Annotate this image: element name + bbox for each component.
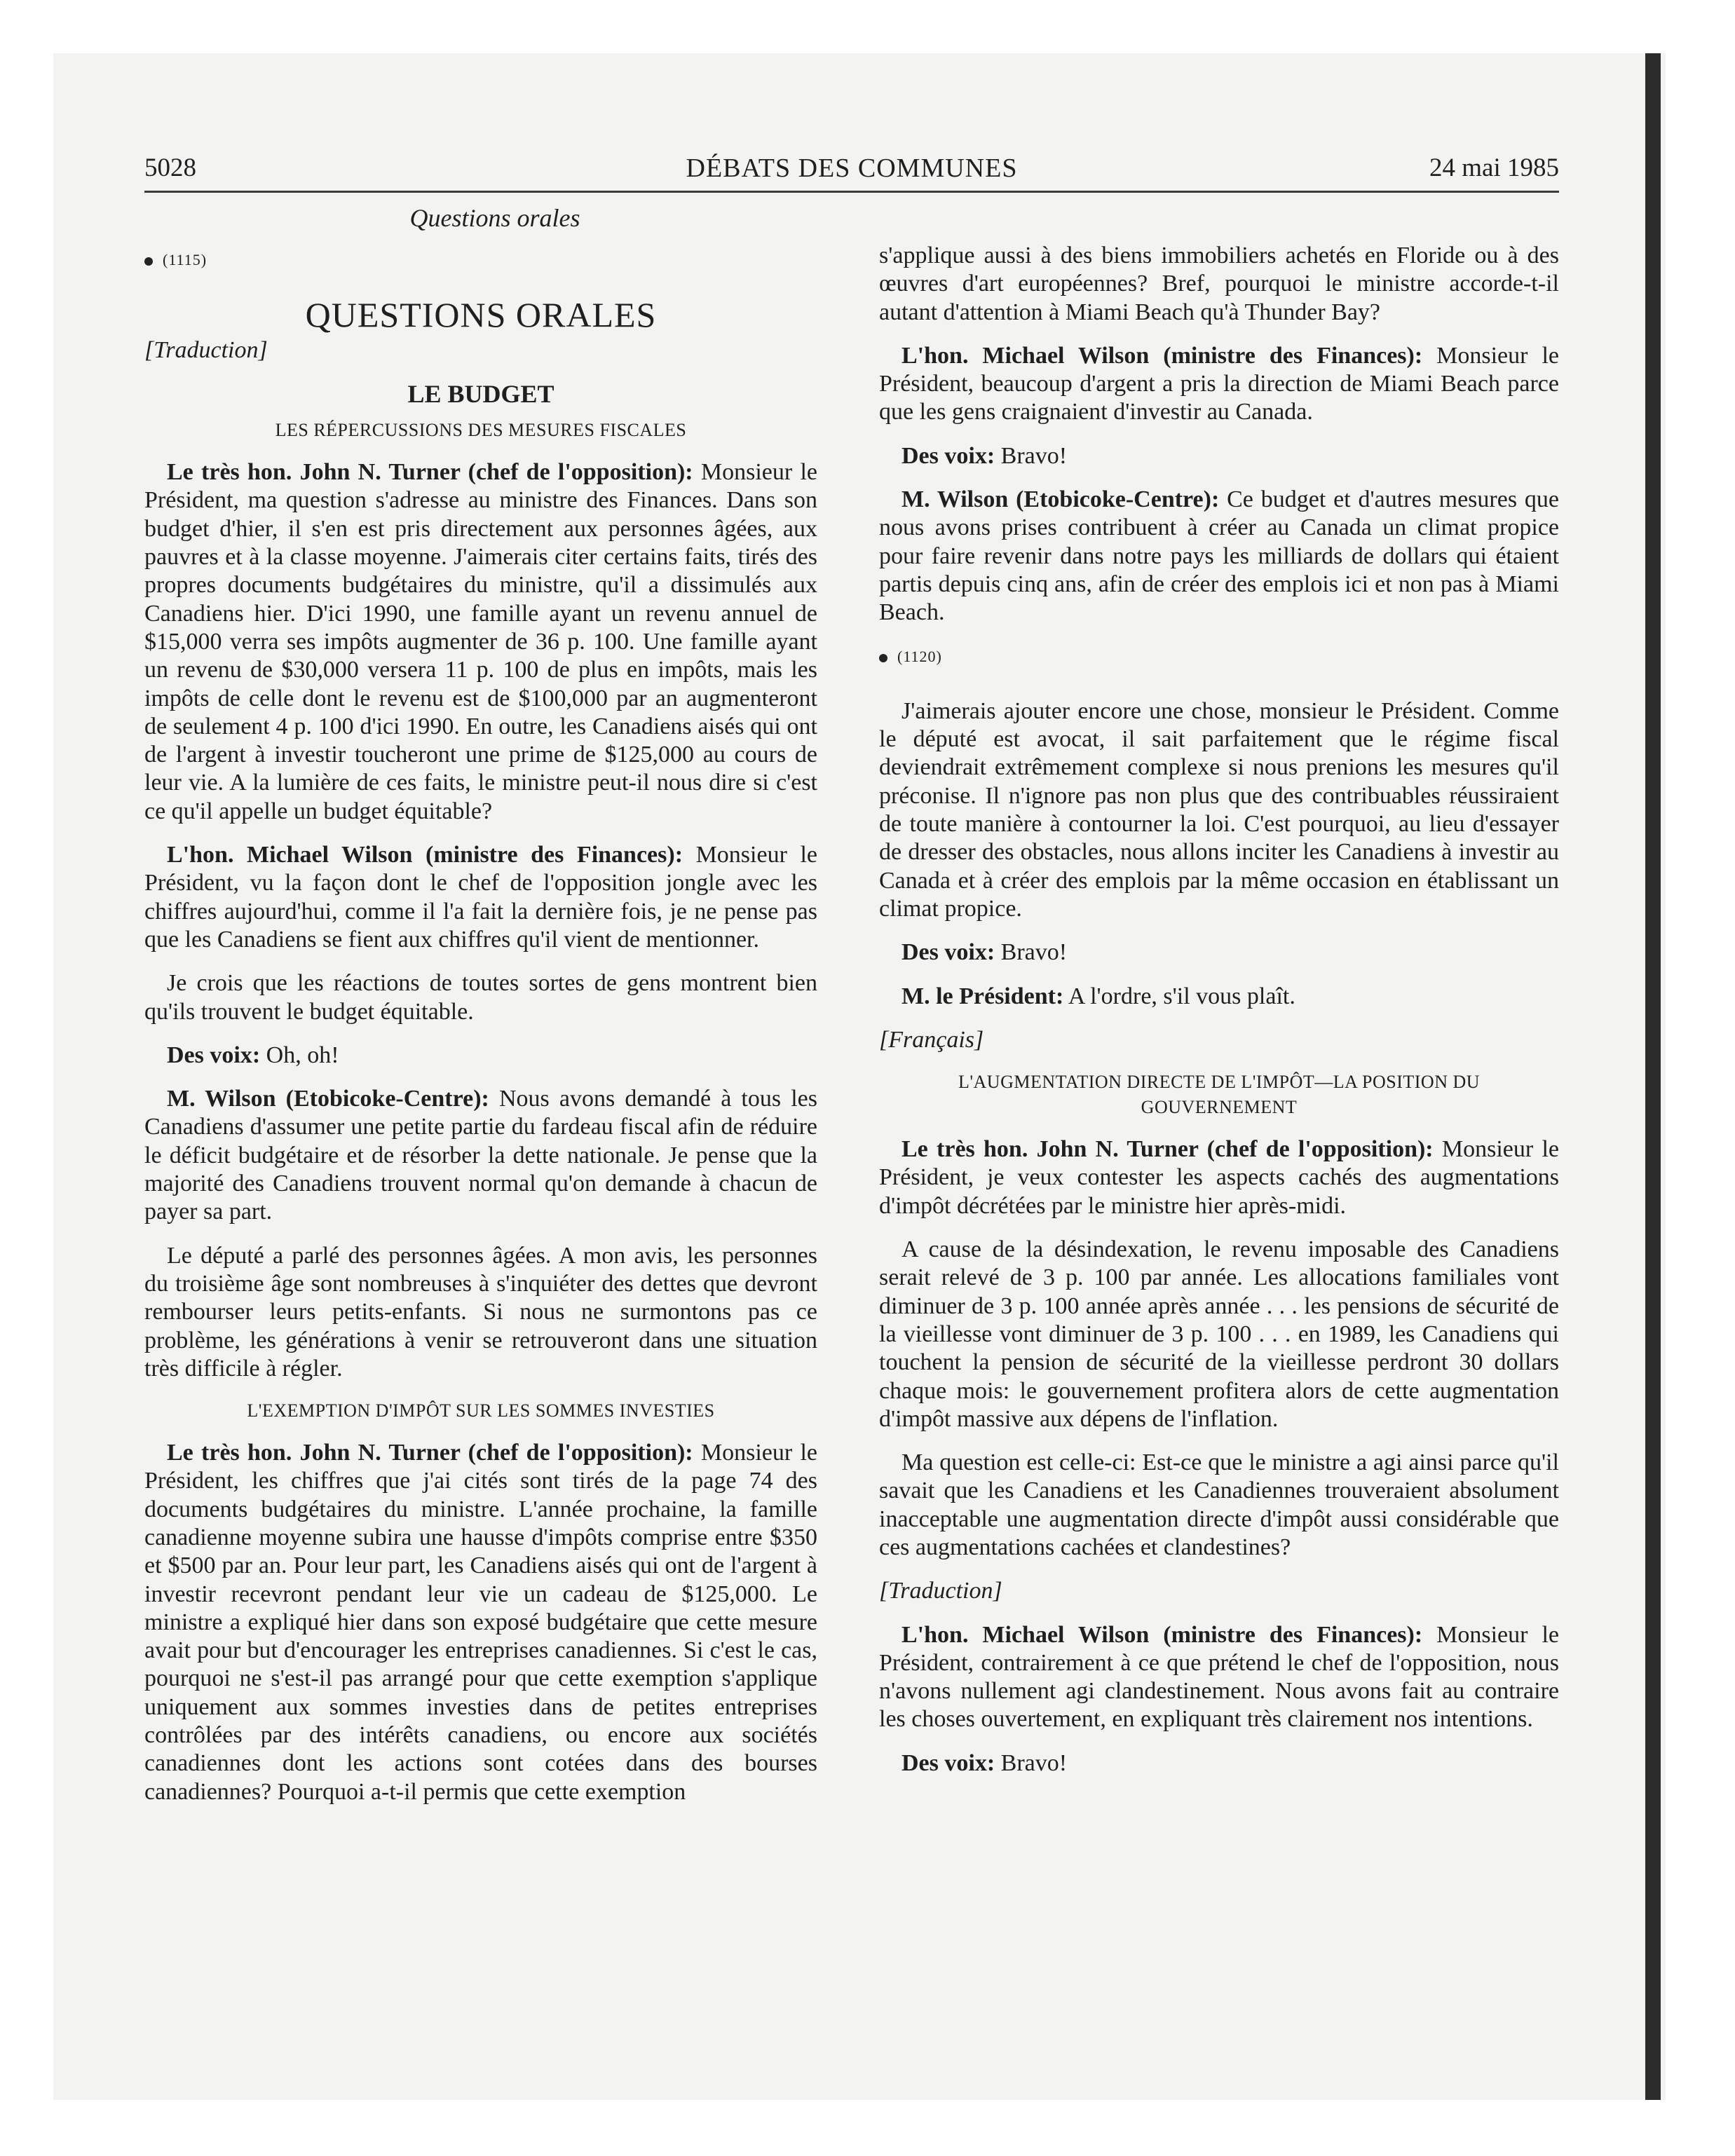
speech: Bravo! — [995, 939, 1068, 966]
speech: Bravo! — [995, 1749, 1068, 1776]
paragraph — [879, 1621, 1559, 1734]
language-note: [Traduction] — [879, 1578, 1002, 1604]
speech: Monsieur le Président, les chiffres que j'ai cités sont tirés de la page 74 des documents budgétaires du ministre. L'année prochaine, la famille canadienne moyenne subira une hausse d'impôts comprise entre $350 et $500 par an. Pour leur part, les Canadiens aisés qui ont de l'argent à investir recevront pendant leur vie un cadeau de $125,000. Le ministre a expliqué hier dans son exposé budgétaire que cette mesure avait pour but d'encourager les entreprises canadiennes. Si c'est le cas, pourquoi ne s'est-il pas arrangé pour que cette exemption s'applique uniquement aux sommes investies dans de petites entreprises contrôlées par des intérêts canadiens, ou encore aux sociétés canadiennes dont les actions sont cotées dans des bourses canadiennes? Pourquoi a-t-il permis que cette exemption — [144, 1440, 817, 1805]
scan-edge — [1645, 53, 1661, 2100]
paragraph — [879, 342, 1559, 427]
speech: Monsieur le Président, contrairement à ce que prétend le chef de l'opposition, nous n'avons nullement agi clandestinement. Nous avons fait au contraire les choses ouvertement, en expliquant très clairement nos intentions. — [879, 1621, 1559, 1733]
speech: A l'ordre, s'il vous plaît. — [1063, 983, 1295, 1009]
topic-heading: L'EXEMPTION D'IMPÔT SUR LES SOMMES INVESTIES — [247, 1400, 715, 1421]
speaker: Des voix: — [901, 939, 995, 966]
speaker: L'hon. Michael Wilson (ministre des Finances): — [901, 342, 1423, 369]
speaker: M. Wilson (Etobicoke-Centre): — [167, 1086, 489, 1112]
topic-heading: LES RÉPERCUSSIONS DES MESURES FISCALES — [275, 420, 687, 441]
right-column — [879, 242, 1559, 1793]
speech: Ce budget et d'autres mesures que nous avons prises contribuent à créer au Canada un climat propice pour faire revenir dans notre pays les milliards de dollars qui étaient partis depuis cinq ans, afin de créer des emplois ici et non pas à Miami Beach. — [879, 486, 1559, 626]
page-header — [144, 150, 1559, 193]
language-note: [Français] — [879, 1026, 984, 1053]
subject-heading: LE BUDGET — [407, 379, 554, 408]
speaker: Le très hon. John N. Turner (chef de l'opposition): — [167, 459, 693, 486]
speech: Monsieur le Président, je veux contester les aspects cachés des augmentations d'impôt décrétées par le ministre hier après-midi. — [879, 1136, 1559, 1219]
paragraph — [879, 1749, 1559, 1778]
bullet-icon — [879, 654, 887, 662]
paragraph: Le député a parlé des personnes âgées. A mon avis, les personnes du troisième âge sont nombreuses à s'inquiéter des dettes que devront rembourser leurs petits-enfants. Si nous ne surmontons pas ce problème, les générations à venir se retrouveront dans une situation très difficile à régler. — [144, 1242, 817, 1381]
paragraph — [144, 1085, 817, 1226]
language-note: [Traduction] — [144, 336, 268, 363]
paragraph — [144, 1439, 817, 1806]
paragraph — [879, 486, 1559, 627]
running-head: Questions orales — [409, 204, 580, 232]
paragraph — [879, 442, 1559, 470]
time-marker-text: (1115) — [163, 251, 207, 268]
speaker: Des voix: — [167, 1042, 261, 1068]
paragraph — [144, 458, 817, 826]
speaker: Le très hon. John N. Turner (chef de l'opposition): — [167, 1440, 693, 1466]
issue-date: 24 mai 1985 — [1429, 153, 1559, 182]
speech: Monsieur le Président, ma question s'adresse au ministre des Finances. Dans son budget d'hier, il s'en est pris directement aux personnes âgées, aux pauvres et à la classe moyenne. J'aimerais citer certains faits, tirés des propres documents budgétaires du ministre, qu'il a dissimulés aux Canadiens hier. D'ici 1990, une famille ayant un revenu annuel de $15,000 verra ses impôts augmenter de 36 p. 100. Une famille ayant un revenu de $30,000 versera 11 p. 100 de plus en impôts, mais les impôts de celle dont le revenu est de $100,000 par an augmenteront de seulement 4 p. 100 d'ici 1990. En outre, les Canadiens aisés qui ont de l'argent à investir toucheront une prime de $125,000 au cours de leur vie. A la lumière de ces faits, le ministre peut-il nous dire si c'est ce qu'il appelle un budget équitable? — [144, 459, 817, 824]
topic-heading: L'AUGMENTATION DIRECTE DE L'IMPÔT—LA POSITION DU GOUVERNEMENT — [958, 1072, 1481, 1118]
time-marker-text: (1120) — [897, 647, 942, 665]
paragraph: Ma question est celle-ci: Est-ce que le ministre a agi ainsi parce qu'il savait que les Canadiens et les Canadiennes trouveraient absolument inacceptable une augmentation directe d'impôt aussi considérable que ces augmentations cachées et clandestines? — [879, 1449, 1559, 1560]
speech: Monsieur le Président, beaucoup d'argent a pris la direction de Miami Beach parce que les gens craignaient d'investir au Canada. — [879, 342, 1559, 425]
speech: Bravo! — [995, 442, 1068, 469]
speech: Nous avons demandé à tous les Canadiens d'assumer une petite partie du fardeau fiscal afin de réduire le déficit budgétaire et de résorber la dette nationale. Je pense que la majorité des Canadiens trouvent normal qu'on demande à chacun de payer sa part. — [144, 1086, 817, 1225]
time-marker — [144, 246, 817, 274]
paragraph: Je crois que les réactions de toutes sortes de gens montrent bien qu'ils trouvent le budget équitable. — [144, 970, 817, 1025]
paragraph: J'aimerais ajouter encore une chose, monsieur le Président. Comme le député est avocat, il sait parfaitement que le régime fiscal deviendrait extrêmement complexe si nous prenions les mesures qu'il préconise. Il n'ignore pas non plus que des contribuables réussiraient de toute manière à contourner la loi. C'est pourquoi, au lieu d'essayer de dresser des obstacles, nous allons inciter les Canadiens à investir au Canada et à créer des emplois par la même occasion en établissant un climat propice. — [879, 697, 1559, 922]
paragraph: A cause de la désindexation, le revenu imposable des Canadiens serait relevé de 3 p. 100 par année. Les allocations familiales vont diminuer de 3 p. 100 année après année . . . les pensions de sécurité de la vieillesse vont diminuer de 3 p. 100 . . . en 1989, les Canadiens qui touchent la pension de sécurité de la vieillesse perdront 30 dollars chaque mois: le gouvernement profitera alors de cette augmentation d'impôt massive aux dépens de l'inflation. — [879, 1236, 1559, 1432]
paragraph — [879, 939, 1559, 967]
speaker: M. le Président: — [901, 983, 1064, 1009]
time-marker — [879, 643, 1559, 671]
speaker: L'hon. Michael Wilson (ministre des Finances): — [167, 842, 683, 868]
speaker: Des voix: — [901, 442, 995, 469]
paragraph — [144, 841, 817, 954]
speech: Oh, oh! — [260, 1042, 339, 1068]
left-column — [144, 242, 817, 1822]
speaker: M. Wilson (Etobicoke-Centre): — [901, 486, 1220, 513]
paragraph — [879, 983, 1559, 1011]
paragraph — [144, 1042, 817, 1070]
page-number: 5028 — [144, 153, 196, 182]
bullet-icon — [144, 257, 153, 266]
speech: Monsieur le Président, vu la façon dont le chef de l'opposition jongle avec les chiffres aujourd'hui, comme il l'a fait la dernière fois, je ne pense pas que les Canadiens se fient aux chiffres qu'il vient de mentionner. — [144, 842, 817, 953]
paragraph: s'applique aussi à des biens immobiliers achetés en Floride ou à des œuvres d'art européennes? Bref, pourquoi le ministre accorde-t-il autant d'attention à Miami Beach qu'à Thunder Bay? — [879, 243, 1559, 325]
speaker: Des voix: — [901, 1749, 995, 1776]
paragraph — [879, 1135, 1559, 1220]
speaker: L'hon. Michael Wilson (ministre des Finances): — [901, 1621, 1423, 1648]
speaker: Le très hon. John N. Turner (chef de l'opposition): — [901, 1136, 1434, 1163]
section-heading: QUESTIONS ORALES — [305, 295, 657, 335]
publication-title: DÉBATS DES COMMUNES — [686, 153, 1018, 183]
